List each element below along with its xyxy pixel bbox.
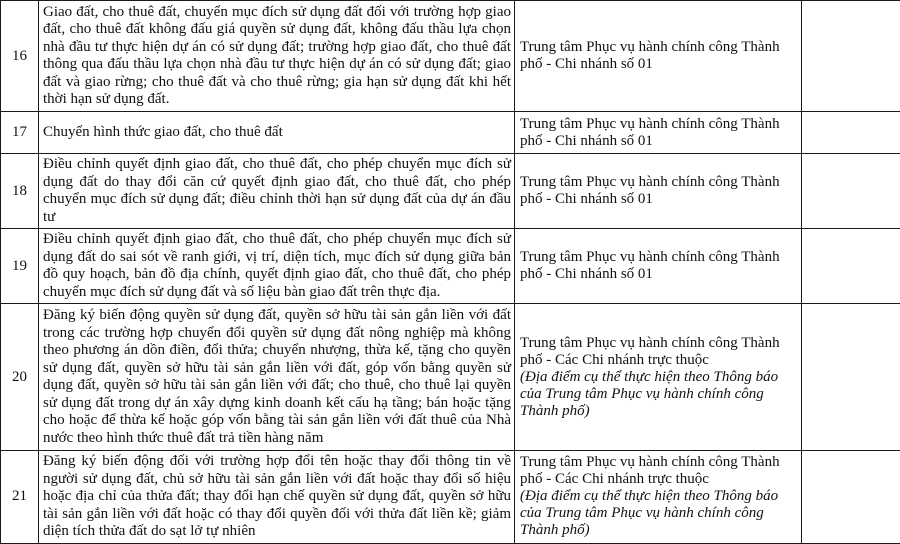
empty-cell xyxy=(802,451,900,544)
place-text: Trung tâm Phục vụ hành chính công Thành phố - Chi nhánh số 01 xyxy=(520,116,797,150)
procedure-name: Giao đất, cho thuê đất, chuyển mục đích sử dụng đất đối với trường hợp giao đất, cho thuê đất không đấu giá quyền sử dụng đất, không đấu thầu lựa chọn nhà đầu tư thực hiện dự án có sử dụng đất; trường hợp giao đất, cho thuê đất thông qua đấu thầu lựa chọn nhà đầu tư thực hiện dự án có sử dụng đất; giao đất và giao rừng; cho thuê đất và cho thuê rừng; gia hạn sử dụng đất khi hết thời hạn sử dụng đất. xyxy=(39,1,515,112)
place-note: (Địa điểm cụ thể thực hiện theo Thông báo của Trung tâm Phục vụ hành chính công Thành phố) xyxy=(520,369,797,420)
table-row xyxy=(1,451,900,544)
implementation-place xyxy=(515,304,802,451)
table-row xyxy=(1,229,900,304)
place-text: Trung tâm Phục vụ hành chính công Thành phố - Chi nhánh số 01 xyxy=(520,249,797,283)
row-number: 18 xyxy=(1,154,39,229)
place-text: Trung tâm Phục vụ hành chính công Thành phố - Chi nhánh số 01 xyxy=(520,174,797,208)
row-number: 16 xyxy=(1,1,39,112)
implementation-place xyxy=(515,112,802,154)
row-number: 20 xyxy=(1,304,39,451)
empty-cell xyxy=(802,112,900,154)
table-row xyxy=(1,1,900,112)
row-number: 19 xyxy=(1,229,39,304)
procedure-name: Đăng ký biến động đối với trường hợp đổi tên hoặc thay đổi thông tin về người sử dụng đất, chủ sở hữu tài sản gắn liền với đất hoặc thay đổi số hiệu hoặc địa chỉ của thửa đất; thay đổi hạn chế quyền sử dụng đất, quyền sở hữu tài sản gắn liền với đất hoặc có thay đổi quyền đối với thửa đất liền kề; giảm diện tích thửa đất do sạt lở tự nhiên xyxy=(39,451,515,544)
procedure-name: Đăng ký biến động quyền sử dụng đất, quyền sở hữu tài sản gắn liền với đất trong các trường hợp chuyển đổi quyền sử dụng đất nông nghiệp mà không theo phương án dồn điền, đổi thửa; chuyển nhượng, thừa kế, tặng cho quyền sử dụng đất, quyền sở hữu tài sản gắn liền với đất, góp vốn bằng quyền sử dụng đất, quyền sở hữu tài sản gắn liền với đất; cho thuê, cho thuê lại quyền sử dụng đất trong dự án xây dựng kinh doanh kết cấu hạ tầng; bán hoặc tặng cho hoặc để thừa kế hoặc góp vốn bằng tài sản gắn liền với đất thuê của Nhà nước theo hình thức thuê đất trả tiền hàng năm xyxy=(39,304,515,451)
place-text: Trung tâm Phục vụ hành chính công Thành phố - Các Chi nhánh trực thuộc xyxy=(520,454,797,488)
implementation-place xyxy=(515,229,802,304)
empty-cell xyxy=(802,229,900,304)
row-number: 21 xyxy=(1,451,39,544)
procedure-name: Điều chỉnh quyết định giao đất, cho thuê đất, cho phép chuyển mục đích sử dụng đất do thay đổi căn cứ quyết định giao đất, cho thuê đất, cho phép chuyển mục đích sử dụng đất; điều chỉnh thời hạn sử dụng đất của dự án đầu tư xyxy=(39,154,515,229)
implementation-place xyxy=(515,154,802,229)
implementation-place xyxy=(515,1,802,112)
empty-cell xyxy=(802,304,900,451)
table-row xyxy=(1,112,900,154)
implementation-place xyxy=(515,451,802,544)
place-note: (Địa điểm cụ thể thực hiện theo Thông báo của Trung tâm Phục vụ hành chính công Thành phố) xyxy=(520,488,797,539)
table-row xyxy=(1,154,900,229)
empty-cell xyxy=(802,154,900,229)
empty-cell xyxy=(802,1,900,112)
place-text: Trung tâm Phục vụ hành chính công Thành phố - Chi nhánh số 01 xyxy=(520,39,797,73)
row-number: 17 xyxy=(1,112,39,154)
place-text: Trung tâm Phục vụ hành chính công Thành phố - Các Chi nhánh trực thuộc xyxy=(520,335,797,369)
table-row xyxy=(1,304,900,451)
procedure-name: Điều chỉnh quyết định giao đất, cho thuê đất, cho phép chuyển mục đích sử dụng đất do sai sót về ranh giới, vị trí, diện tích, mục đích sử dụng giữa bản đồ quy hoạch, bản đồ địa chính, quyết định giao đất, cho thuê đất, cho phép chuyển mục đích sử dụng đất và số liệu bàn giao đất trên thực địa. xyxy=(39,229,515,304)
procedure-name: Chuyển hình thức giao đất, cho thuê đất xyxy=(39,112,515,154)
